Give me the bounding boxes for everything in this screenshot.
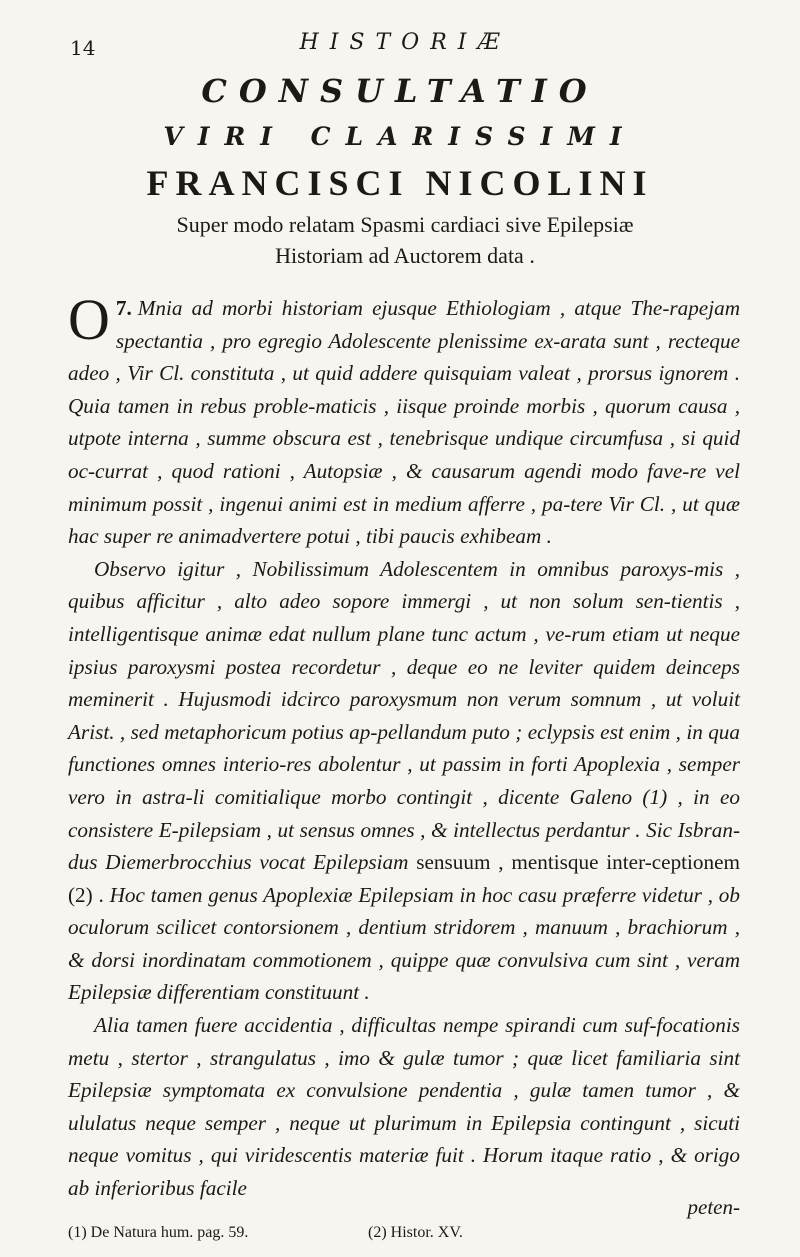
subtitle-line-2: Historiam ad Auctorem data .	[275, 243, 535, 268]
main-text	[68, 287, 741, 1205]
subtitle-line-1: Super modo relatam Spasmi cardiaci sive Epilepsiæ	[176, 212, 634, 237]
paragraph-2-text-a: Observo igitur , Nobilissimum Adolescentem in omnibus paroxys-mis , quibus afficitur , alto adeo sopore immergi , ut non solum sen-tientis , intelligentisque animæ edat nullum plane tunc actum , ve-rum etiam ut neque ipsius paroxysmi postea recordetur , deque eo ne leviter quidem deinceps meminerit . Hujusmodi idcirco paroxysmum non verum somnum , ut voluit Arist. , sed metaphoricum potius ap-pellandum puto ; eclypsis est enim , in qua functiones omnes interio-res abolentur , ut passim in forti Apoplexia , semper vero in astra-li comitialique morbo contingit , dicente Galeno (1) , in eo consistere E-pilepsiam , ut sensus omnes , & intellectus perdantur . Sic Isbran-dus Diemerbrocchius vocat Epilepsiam	[68, 556, 740, 875]
title-line-2: VIRI CLARISSIMI	[163, 122, 637, 151]
paragraph-3-text: Alia tamen fuere accidentia , difficultas nempe spirandi cum suf-focationis metu , stertor , strangulatus , imo & gulæ tumor ; quæ licet familiaria sint Epilepsiæ symptomata ex convulsione pendentia , gulæ tamen tumor , & ululatus neque semper , neque ut plurimum in Epilepsia contingunt , sicuti neque vomitus , qui viridescentis materiæ fuit . Horum itaque ratio , & origo ab inferioribus facile	[68, 1013, 740, 1201]
paragraph-1	[68, 287, 740, 553]
title-line-3: FRANCISCI NICOLINI	[146, 163, 654, 203]
paragraph-2	[68, 553, 740, 1009]
paragraph-1-text: Mnia ad morbi historiam ejusque Ethiologiam , atque The-rapejam spectantia , pro egregio Adolescente plenissime ex-arata sunt , recteque adeo , Vir Cl. constituta , ut quid addere quisquiam valeat , prorsus ignorem . Quia tamen in rebus proble-maticis , iisque proinde morbis , quorum causa , utpote interna , summe obscura est , tenebrisque undique circumfusa , si quid oc-currat , quod rationi , Autopsiæ , & causarum agendi modo fave-re vel minimum possit , ingenui animi est in medium afferre , pa-tere Vir Cl. , ut quæ hac super re animadvertere potui , tibi paucis exhibeam .	[68, 296, 740, 549]
running-head-title: HISTORIÆ	[299, 30, 511, 55]
footnote-1: (1) De Natura hum. pag. 59.	[68, 1224, 249, 1241]
title-line-1: CONSULTATIO	[201, 72, 599, 110]
catchword: peten-	[687, 1195, 740, 1219]
section-number: 7.	[115, 296, 132, 320]
paragraph-3	[68, 1009, 740, 1205]
drop-cap: O	[68, 287, 110, 352]
paragraph-2-text-b: Hoc tamen genus Apoplexiæ Epilepsiam in hoc casu præferre videtur , ob oculorum scilicet contorsionem , dentium stridorem , manuum , brachiorum , & dorsi inordinatam commotionem , quippe quæ convulsiva cum sint , veram Epilepsiæ differentiam constituunt .	[68, 882, 740, 1005]
page-number: 14	[70, 36, 96, 60]
footnote-2: (2) Histor. XV.	[368, 1224, 463, 1241]
running-header	[70, 30, 740, 64]
paragraph-2-roman: sensuum , mentisque inter-ceptionem (2) .	[68, 850, 741, 907]
